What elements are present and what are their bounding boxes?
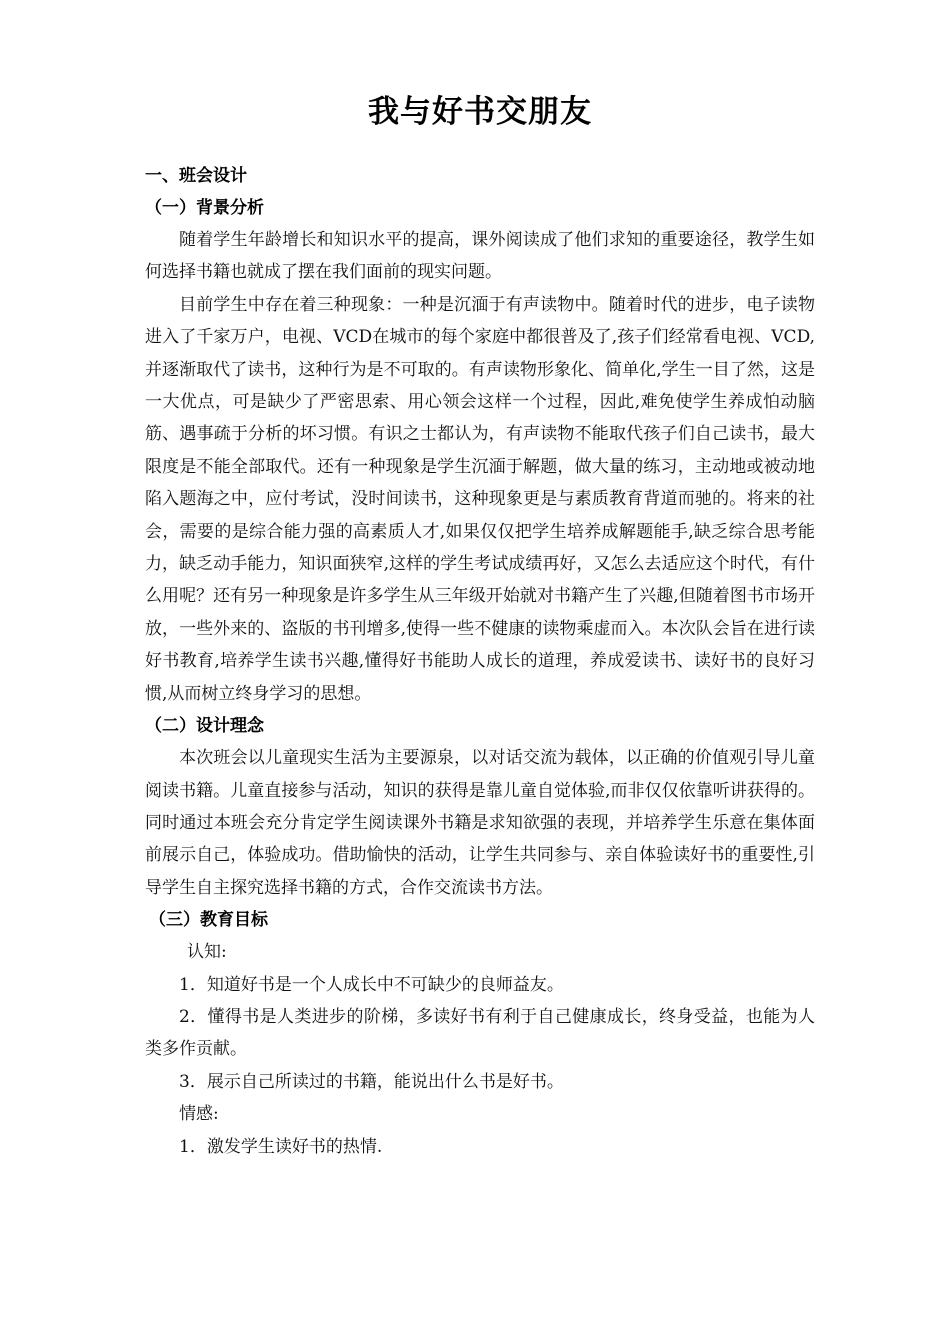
concept-paragraph: 本次班会以儿童现实生活为主要源泉，以对话交流为载体，以正确的价值观引导儿童阅读书籍。儿童直接参与活动，知识的获得是靠儿童自觉体验,而非仅仅依靠听讲获得的。同时通过本班会充分肯定学生阅读课外书籍是求知欲强的表现，并培养学生乐意在集体面前展示自己，体验成功。借助愉快的活动，让学生共同参与、亲自体验读好书的重要性,引导学生自主探究选择书籍的方式，合作交流读书方法。: [145, 748, 815, 898]
emotion-label: 情感:: [179, 1104, 219, 1125]
emotion-item: 1．激发学生读好书的热情.: [179, 1136, 383, 1157]
document-title: 我与好书交朋友: [368, 94, 592, 130]
background-paragraph: 随着学生年龄增长和知识水平的提高，课外阅读成了他们求知的重要途径，教学生如何选择书籍也就成了摆在我们面前的现实问题。: [145, 230, 815, 283]
document-page: [145, 88, 815, 1163]
cognition-item: 1．知道好书是一个人成长中不可缺少的良师益友。: [179, 974, 564, 995]
subsection-heading-education-goals: （三）教育目标: [149, 910, 268, 931]
subsection-heading-background: （一）背景分析: [145, 198, 264, 218]
cognition-item: 3．展示自己所读过的书籍，能说出什么书是好书。: [179, 1071, 564, 1092]
cognition-label: 认知:: [187, 942, 227, 963]
cognition-item: 2．懂得书是人类进步的阶梯，多读好书有利于自己健康成长，终身受益，也能为人类多作贡献。: [145, 1006, 815, 1060]
section-heading-class-meeting-design: 一、班会设计: [145, 166, 247, 186]
subsection-heading-design-concept: （二）设计理念: [145, 716, 264, 737]
background-paragraph: 目前学生中存在着三种现象：一种是沉湎于有声读物中。随着时代的进步，电子读物进入了千家万户，电视、VCD在城市的每个家庭中都很普及了,孩子们经常看电视、VCD,并逐渐取代了读书，这种行为是不可取的。有声读物形象化、简单化,学生一目了然，这是一大优点，可是缺少了严密思索、用心领会这样一个过程，因此,难免使学生养成怕动脑筋、遇事疏于分析的坏习惯。有识之士都认为，有声读物不能取代孩子们自己读书，最大限度是不能全部取代。还有一种现象是学生沉湎于解题，做大量的练习，主动地或被动地陷入题海之中，应付考试，没时间读书，这种现象更是与素质教育背道而驰的。将来的社会，需要的是综合能力强的高素质人才,如果仅仅把学生培养成解题能手,缺乏综合思考能力，缺乏动手能力，知识面狭窄,这样的学生考试成绩再好，又怎么去适应这个时代，有什么用呢？还有另一种现象是许多学生从三年级开始就对书籍产生了兴趣,但随着图书市场开放，一些外来的、盗版的书刊增多,使得一些不健康的读物乘虚而入。本次队会旨在进行读好书教育,培养学生读书兴趣,懂得好书能助人成长的道理，养成爱读书、读好书的良好习惯,从而树立终身学习的思想。: [145, 294, 815, 704]
